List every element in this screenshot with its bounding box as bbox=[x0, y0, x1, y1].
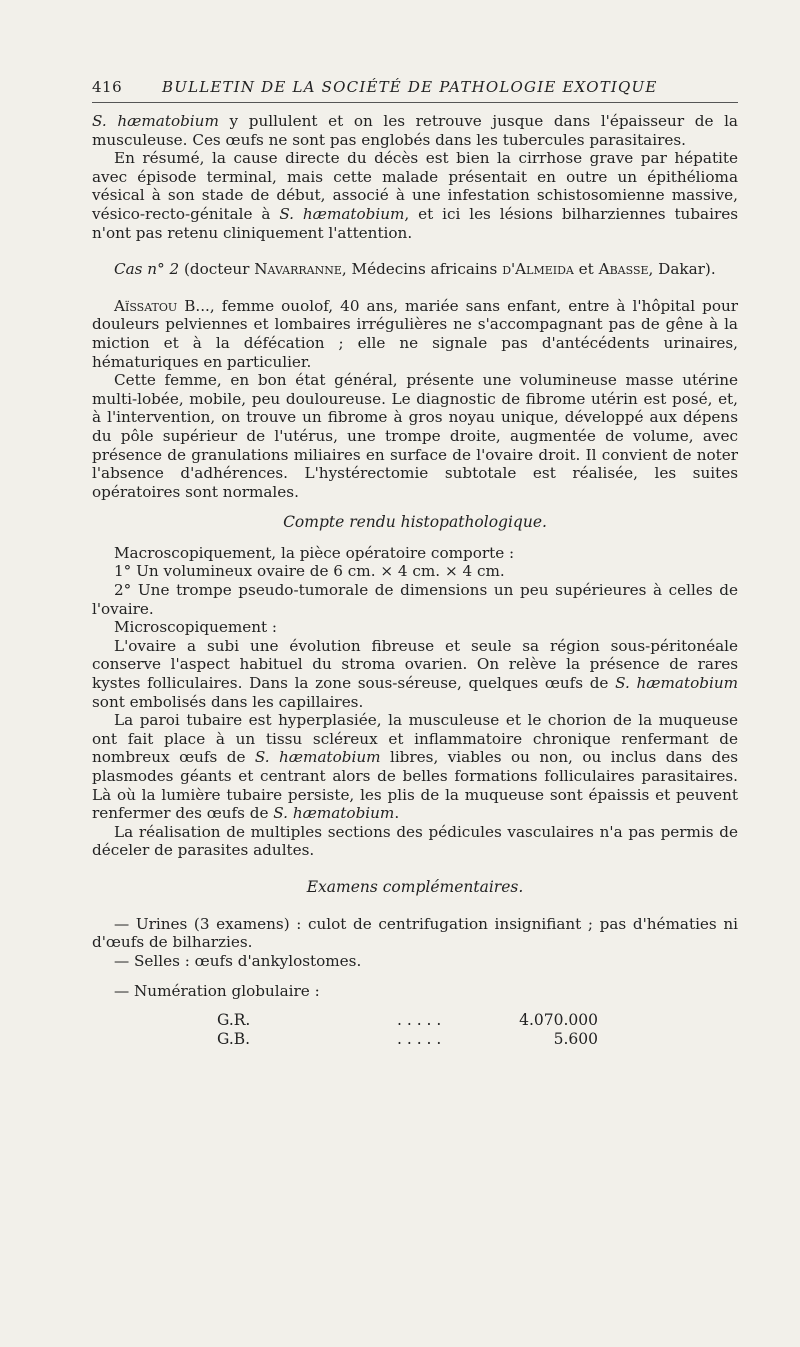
case-text: et bbox=[573, 260, 599, 279]
paragraph-macro: Macroscopiquement, la pièce opératoire comporte : bbox=[114, 543, 515, 562]
case-title bbox=[92, 260, 738, 279]
section-heading: Examens complémentaires. bbox=[306, 877, 524, 896]
count-label: G.R. bbox=[217, 1010, 251, 1029]
list-item: 1° Un volumineux ovaire de 6 cm. × 4 cm. × 4 cm. bbox=[114, 562, 505, 581]
paragraph-tube bbox=[92, 711, 738, 823]
article-body bbox=[92, 112, 738, 1049]
table-row bbox=[92, 1011, 738, 1030]
running-title: BULLETIN DE LA SOCIÉTÉ DE PATHOLOGIE EXOTIQUE bbox=[162, 78, 658, 96]
blood-count-table bbox=[92, 1011, 738, 1049]
count-value: 5.600 bbox=[553, 1029, 598, 1048]
case-text: , Dakar). bbox=[648, 260, 716, 279]
paragraph-patient bbox=[92, 297, 738, 371]
paragraph-text: , et ici les lésions bilharziennes tubaires n'ont pas retenu cliniquement l'attention. bbox=[92, 204, 739, 242]
species-name: S. hæmatobium bbox=[279, 204, 405, 223]
page-number: 416 bbox=[92, 78, 123, 96]
paragraph-blood-count: — Numération globulaire : bbox=[114, 982, 320, 1001]
paragraph-stool: — Selles : œufs d'ankylostomes. bbox=[114, 951, 362, 970]
species-name: S. hæmatobium bbox=[254, 748, 381, 767]
paragraph-sections: La réalisation de multiples sections des pédicules vasculaires n'a pas permis de déceler de parasites adultes. bbox=[92, 822, 738, 860]
patient-name: Aïssatou bbox=[114, 296, 178, 315]
paragraph-continuation bbox=[92, 112, 738, 149]
paragraph-text: L'ovaire a subi une évolution fibreuse et seule sa région sous-péritonéale conserve l'aspect habituel du stroma ovarien. On relève la présence de rares kystes folliculaires. Dans la zone sous-séreuse, quelques œufs de bbox=[92, 636, 738, 693]
author-name: Navarranne bbox=[254, 260, 342, 279]
author-name: Abasse bbox=[598, 260, 649, 279]
table-row bbox=[92, 1030, 738, 1049]
author-name: d'Almeida bbox=[502, 260, 574, 279]
paragraph-summary bbox=[92, 149, 738, 242]
paragraph-urine: — Urines (3 examens) : culot de centrifugation insignifiant ; pas d'hématies ni d'œufs de bilharzies. bbox=[92, 914, 738, 952]
case-text: , Médecins africains bbox=[341, 260, 503, 279]
case-text: (docteur bbox=[179, 260, 255, 279]
paragraph-text: libres, viables ou non, ou inclus dans des plasmodes géants et centrant alors de belles formations folliculaires parasitaires. Là où la lumière tubaire persiste, les plis de la muqueuse sont épaissis et peuvent renfermer des œufs de bbox=[92, 748, 738, 823]
list-item: 2° Une trompe pseudo-tumorale de dimensions un peu supérieures à celles de l'ovaire. bbox=[92, 581, 738, 618]
section-heading: Compte rendu histopathologique. bbox=[283, 513, 547, 532]
species-name: S. hæmatobium bbox=[92, 112, 219, 130]
case-number: Cas n° 2 bbox=[114, 260, 180, 279]
species-name: S. hæmatobium bbox=[273, 804, 395, 823]
count-dots: . . . . . bbox=[397, 1010, 442, 1029]
page-header bbox=[92, 78, 738, 96]
count-label: G.B. bbox=[217, 1029, 251, 1048]
paragraph-text: sont embolisés dans les capillaires. bbox=[92, 692, 364, 711]
paragraph-ovary bbox=[92, 637, 738, 711]
header-rule bbox=[92, 102, 738, 103]
paragraph-text: B..., femme ouolof, 40 ans, mariée sans enfant, entre à l'hôpital pour douleurs pelviennes et lombaires irrégulières ne s'accompagnant pas de gêne à la miction et à la défécation ; elle ne signale pas d'antécédents urinaires, hématuriques en particulier. bbox=[92, 296, 738, 371]
species-name: S. hæmatobium bbox=[615, 674, 739, 693]
count-dots: . . . . . bbox=[397, 1029, 442, 1048]
paragraph-text: . bbox=[394, 804, 400, 823]
paragraph-exam: Cette femme, en bon état général, présente une volumineuse masse utérine multi-lobée, mobile, peu douloureuse. Le diagnostic de fibrome utérin est posé, et, à l'intervention, on trouve un fibrome à gros noyau unique, développé aux dépens du pôle supérieur de l'utérus, une trompe droite, augmentée de volume, avec présence de granulations miliaires en surface de l'ovaire droit. Il convient de noter l'absence d'adhérences. L'hystérectomie subtotale est réalisée, les suites opératoires sont normales. bbox=[92, 371, 738, 501]
count-value: 4.070.000 bbox=[519, 1010, 598, 1029]
paragraph-text: La paroi tubaire est hyperplasiée, la musculeuse et le chorion de la muqueuse ont fait place à un tissu scléreux et inflammatoire chronique renfermant de nombreux œufs de bbox=[92, 711, 738, 767]
paragraph-micro: Microscopiquement : bbox=[114, 618, 278, 637]
paragraph-text: En résumé, la cause directe du décès est bien la cirrhose grave par hépatite avec épisode terminal, mais cette malade présentait en outre un épithélioma vésical à son stade de début, associé à une infestation schistosomienne massive, vésico-recto-génitale à bbox=[92, 149, 738, 223]
paragraph-text: y pullulent et on les retrouve jusque dans l'épaisseur de la musculeuse. Ces œufs ne sont pas englobés dans les tubercules parasitaires. bbox=[92, 112, 738, 149]
